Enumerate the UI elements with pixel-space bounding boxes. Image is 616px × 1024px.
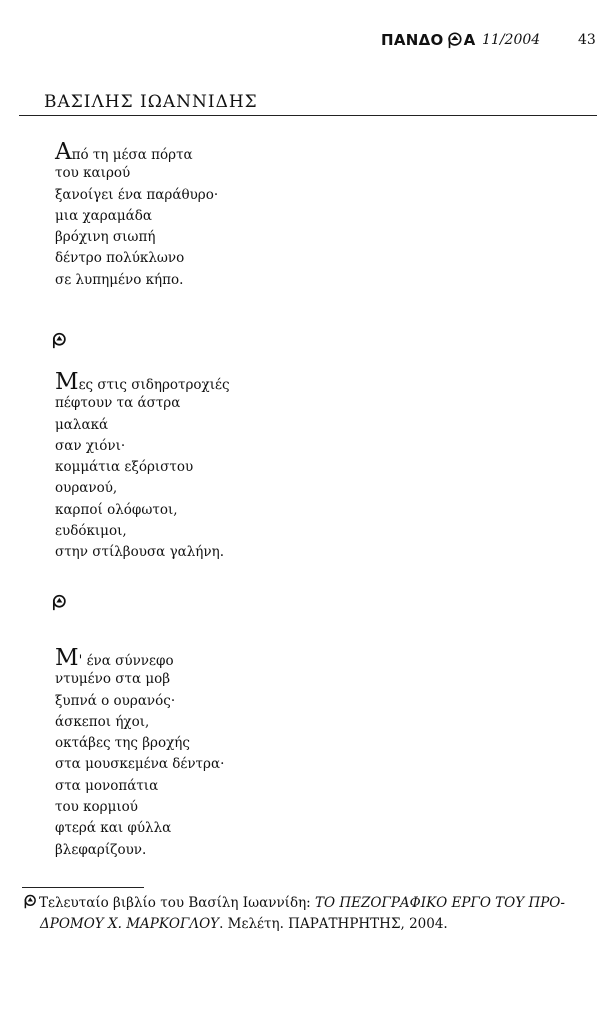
poem-line: ουρανού, (55, 480, 118, 497)
footnote-text-cont: . Μελέτη. ΠΑΡΑΤΗΡΗΤΗΣ, 2004. (219, 916, 448, 932)
poem-line: καρποί ολόφωτοι, (55, 501, 178, 518)
page-number: 43 (578, 32, 596, 48)
footnote-line-2 (40, 916, 448, 932)
first-line-text: πό τη μέσα πόρτα (71, 147, 193, 163)
drop-cap: Α (55, 139, 72, 165)
footnote-text: Τελευταίο βιβλίο του Βασίλη Ιωαννίδη: (39, 895, 316, 911)
poem-line: ξανοίγει ένα παράθυρο· (55, 186, 219, 203)
poem-line: δέντρο πολύκλωνο (55, 250, 185, 267)
issue-date: 11/2004 (482, 32, 541, 48)
footnote-book-title: ΤΟ ΠΕΖΟΓΡΑΦΙΚΟ ΕΡΓΟ ΤΟΥ ΠΡΟ- (315, 895, 565, 911)
pandora-logo-icon (445, 31, 463, 49)
poem-line: άσκεποι ήχοι, (55, 713, 150, 730)
drop-cap: Μ (55, 645, 79, 671)
poem-line: πέφτουν τα άστρα (55, 395, 181, 412)
magazine-name (381, 31, 476, 49)
stanza-first-line (55, 369, 230, 395)
poem-stanza-1 (55, 139, 219, 291)
poem-line: φτερά και φύλλα (55, 820, 172, 837)
poem-line: μια χαραμάδα (55, 207, 152, 224)
poem-line: στην στίλβουσα γαλήνη. (55, 544, 224, 561)
magazine-name-right: Α (463, 31, 476, 49)
stanza-first-line (55, 139, 218, 165)
first-line-text: ες στις σιδηροτροχιές (78, 377, 230, 393)
drop-cap: Μ (55, 369, 79, 395)
poem-line: ντυμένο στα μοβ (55, 671, 171, 688)
stanza-first-line (55, 645, 224, 671)
poem-line: στα μουσκεμένα δέντρα· (55, 756, 225, 773)
poem-line: σαν χιόνι· (55, 437, 126, 454)
footnote-book-title-cont: ΔΡΟΜΟΥ Χ. ΜΑΡΚΟΓΛΟΥ (40, 916, 220, 932)
poem-line: στα μονοπάτια (55, 777, 159, 794)
footnote-rule (22, 887, 144, 888)
pandora-flower-icon (50, 332, 67, 349)
poem-stanza-2 (55, 369, 230, 564)
poem-line: βρόχινη σιωπή (55, 229, 156, 246)
poem-line: του κορμιού (55, 799, 138, 816)
magazine-name-left: ΠΑΝΔΟ (381, 31, 444, 49)
first-line-text: ' ένα σύννεφο (78, 653, 174, 669)
poem-line: ευδόκιμοι, (55, 523, 127, 540)
poem-line: βλεφαρίζουν. (55, 841, 147, 858)
poem-line: σε λυπημένο κήπο. (55, 271, 184, 288)
poem-stanza-3 (55, 645, 225, 861)
pandora-flower-icon (22, 894, 37, 909)
header-rule (19, 115, 597, 116)
footnote-line-1 (22, 894, 565, 911)
poem-line: οκτάβες της βροχής (55, 735, 190, 752)
author-name: ΒΑΣΙΛΗΣ ΙΩΑΝΝΙΔΗΣ (44, 92, 258, 112)
poem-line: ξυπνά ο ουρανός· (55, 692, 176, 709)
poem-line: κομμάτια εξόριστου (55, 459, 194, 476)
poem-line: μαλακά (55, 416, 109, 433)
poem-line: του καιρού (55, 165, 131, 182)
pandora-flower-icon (50, 594, 67, 611)
